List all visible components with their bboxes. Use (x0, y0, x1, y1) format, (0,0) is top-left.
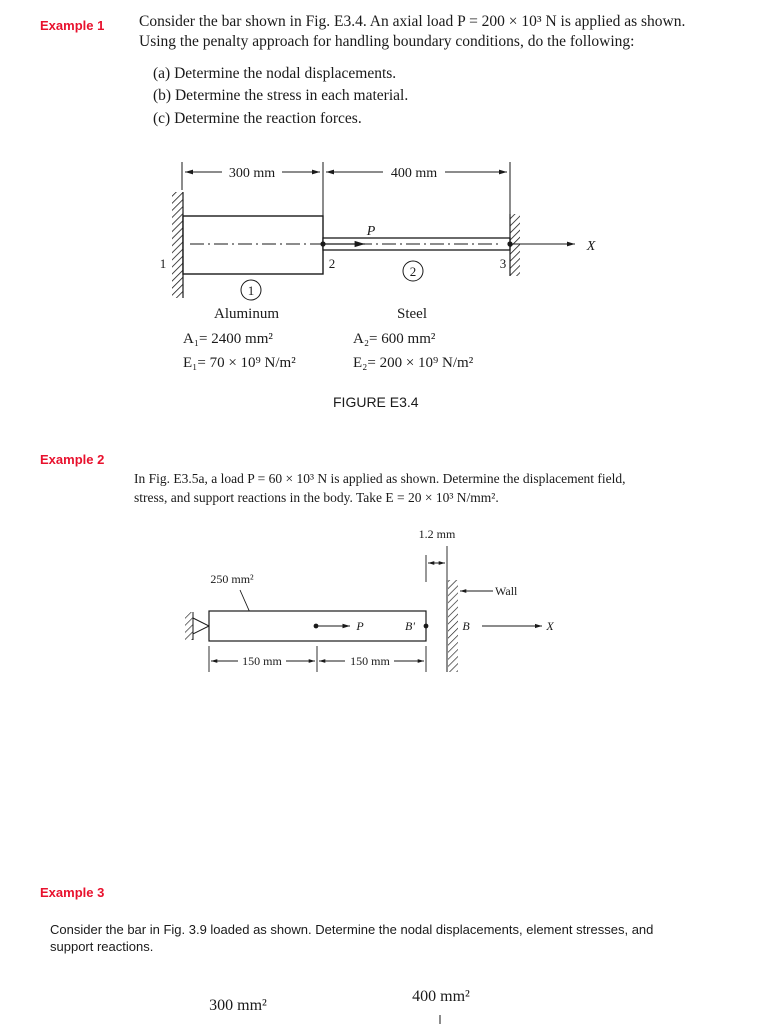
pin-support-hatch (185, 612, 193, 640)
node-3-label: 3 (499, 256, 507, 271)
right-wall-support (510, 214, 520, 276)
aluminum-bar (183, 216, 323, 274)
figure-e3-5a (0, 520, 768, 690)
material-2-area: A₂= 600 mm² (353, 331, 436, 347)
example-2-label: Example 2 (40, 452, 105, 467)
material-1-area: A₁= 2400 mm² (183, 331, 273, 347)
left-wall-support (172, 192, 183, 298)
dim-400mm-label: 400 mm (390, 166, 438, 181)
example-1-item-c: (c) Determine the reaction forces. (153, 110, 362, 127)
area-300-label: 300 mm² (209, 997, 267, 1014)
load-p-label-2: P (356, 619, 364, 633)
pin-support (193, 618, 209, 634)
point-b-prime-label: B' (405, 619, 415, 633)
gap-1-2mm-label: 1.2 mm (418, 527, 456, 541)
example-1-label: Example 1 (40, 18, 105, 33)
example-3-label: Example 3 (40, 885, 105, 900)
point-b-label: B (462, 619, 470, 633)
material-2-modulus: E₂= 200 × 10⁹ N/m² (353, 355, 474, 371)
material-1-name: Aluminum (214, 306, 280, 322)
example-2-line-2: stress, and support reactions in the body. Take E = 20 × 10³ N/mm². (134, 490, 499, 505)
element-1-label: 1 (247, 283, 255, 298)
figure-e3-4-caption: FIGURE E3.4 (333, 394, 419, 410)
example-3-line-1: Consider the bar in Fig. 3.9 loaded as shown. Determine the nodal displacements, element stresses, and (50, 922, 654, 937)
node-2-label: 2 (328, 256, 336, 271)
x-axis-label-2: X (546, 619, 554, 633)
element-2-label: 2 (409, 264, 417, 279)
example-3-line-2: support reactions. (50, 939, 154, 954)
x-axis-label: X (586, 239, 596, 254)
node-1-label: 1 (159, 256, 167, 271)
material-1-modulus: E₁= 70 × 10⁹ N/m² (183, 355, 296, 371)
example-2-line-1: In Fig. E3.5a, a load P = 60 × 10³ N is applied as shown. Determine the displacement field, (134, 471, 626, 486)
example-1-item-a: (a) Determine the nodal displacements. (153, 65, 397, 82)
area-400-label: 400 mm² (412, 988, 470, 1005)
example-1-line-1: Consider the bar shown in Fig. E3.4. An axial load P = 200 × 10³ N is applied as shown. (139, 13, 686, 30)
dim-300mm-label: 300 mm (228, 166, 276, 181)
load-p-label: P (366, 224, 376, 239)
material-2-name: Steel (397, 306, 427, 322)
wall-hatch (448, 580, 458, 672)
example-1-line-2: Using the penalty approach for handling boundary conditions, do the following: (139, 33, 635, 50)
figure-3-9-partial (0, 975, 768, 1024)
area-250-label: 250 mm² (210, 572, 254, 586)
dim-150mm-left-label: 150 mm (242, 654, 282, 668)
dim-150mm-right-label: 150 mm (350, 654, 390, 668)
wall-label: Wall (495, 584, 518, 598)
example-1-item-b: (b) Determine the stress in each material. (153, 87, 409, 104)
